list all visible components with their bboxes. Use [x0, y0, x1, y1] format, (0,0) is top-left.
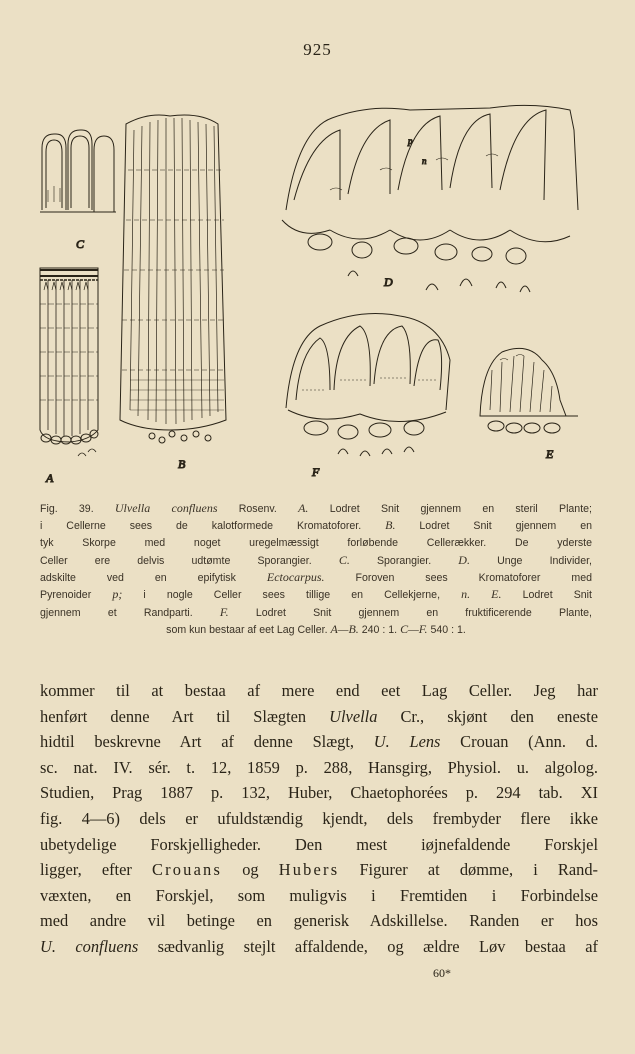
- figure-label-b: B: [178, 457, 186, 471]
- figure-part-b: [120, 115, 226, 443]
- page-number: 925: [303, 40, 332, 59]
- figure-label-f: F: [312, 465, 320, 479]
- botanical-figure: [30, 90, 610, 490]
- figure-part-a: [40, 268, 98, 456]
- figure-part-d: [282, 105, 578, 292]
- figure-part-f: [286, 314, 450, 456]
- figure-label-c: C: [76, 237, 85, 251]
- genus-name: Ulvella: [329, 706, 378, 726]
- figure-label-a: A: [46, 471, 54, 485]
- figure-part-c: [40, 130, 116, 212]
- caption-species: Ulvella confluens: [114, 501, 218, 515]
- caption-fig-number: Fig. 39.: [40, 503, 94, 515]
- figure-sublabel-n: n: [422, 156, 427, 166]
- body-paragraph: kommer til at bestaa af mere end eet Lag Celler. Jeg har henført denne Art til Slægten Ulvella Cr., skjønt den eneste hidtil beskrevne Art af denne Slægt, U. Lens Crouan (Ann. d. sc. nat. IV. sér. t. 12, 1859 p. 288, Hansgirg, Physiol. u. algolog. Studien, Prag 1887 p. 132, Huber, Chaetophorées p. 294 tab. XI fig. 4—6) dels er ufuldstændig kjendt, dels frembyder flere ikke ubetydelige Forskjelligheder. Den mest iøjnefaldende Forskjel ligger, efter Crouans og Hubers Figurer at dømme, i Rand- væxten, en Forskjel, som muligvis i Fremtiden i Forbindelse med andre vil betinge en generisk Adskillelse. Randen er hos U. confluens sædvanlig stejlt affaldende, og ældre Løv bestaa af: [40, 681, 598, 956]
- figure-sublabel-p: p: [408, 136, 413, 146]
- figure-label-e: E: [546, 447, 554, 461]
- figure-caption: Fig. 39. Ulvella confluens Rosenv. A. Lodret Snit gjennem en steril Plante; i Cellerne sees de kalotformede Kromatoforer. B. Lodret Snit gjennem en tyk Skorpe med noget uregelmæssigt forløbende Cellerækker. De yderste Celler ere delvis udtømte Sporangier. C. Sporangier. D. Unge Individer, adskilte ved en epifytisk Ectocarpus. Foroven sees Kromatoforer med Pyrenoider p; i nogle Celler sees tillige en Cellekjerne, n. E. Lodret Snit gjennem et Randparti. F. Lodret Snit gjennem en fruktificerende Plante, som kun bestaar af eet Lag Celler. A—B. 240 : 1. C—F. 540 : 1.: [40, 501, 592, 637]
- figure-label-d: D: [384, 275, 393, 289]
- signature-mark: 60*: [433, 966, 451, 980]
- figure-part-e: [480, 348, 578, 433]
